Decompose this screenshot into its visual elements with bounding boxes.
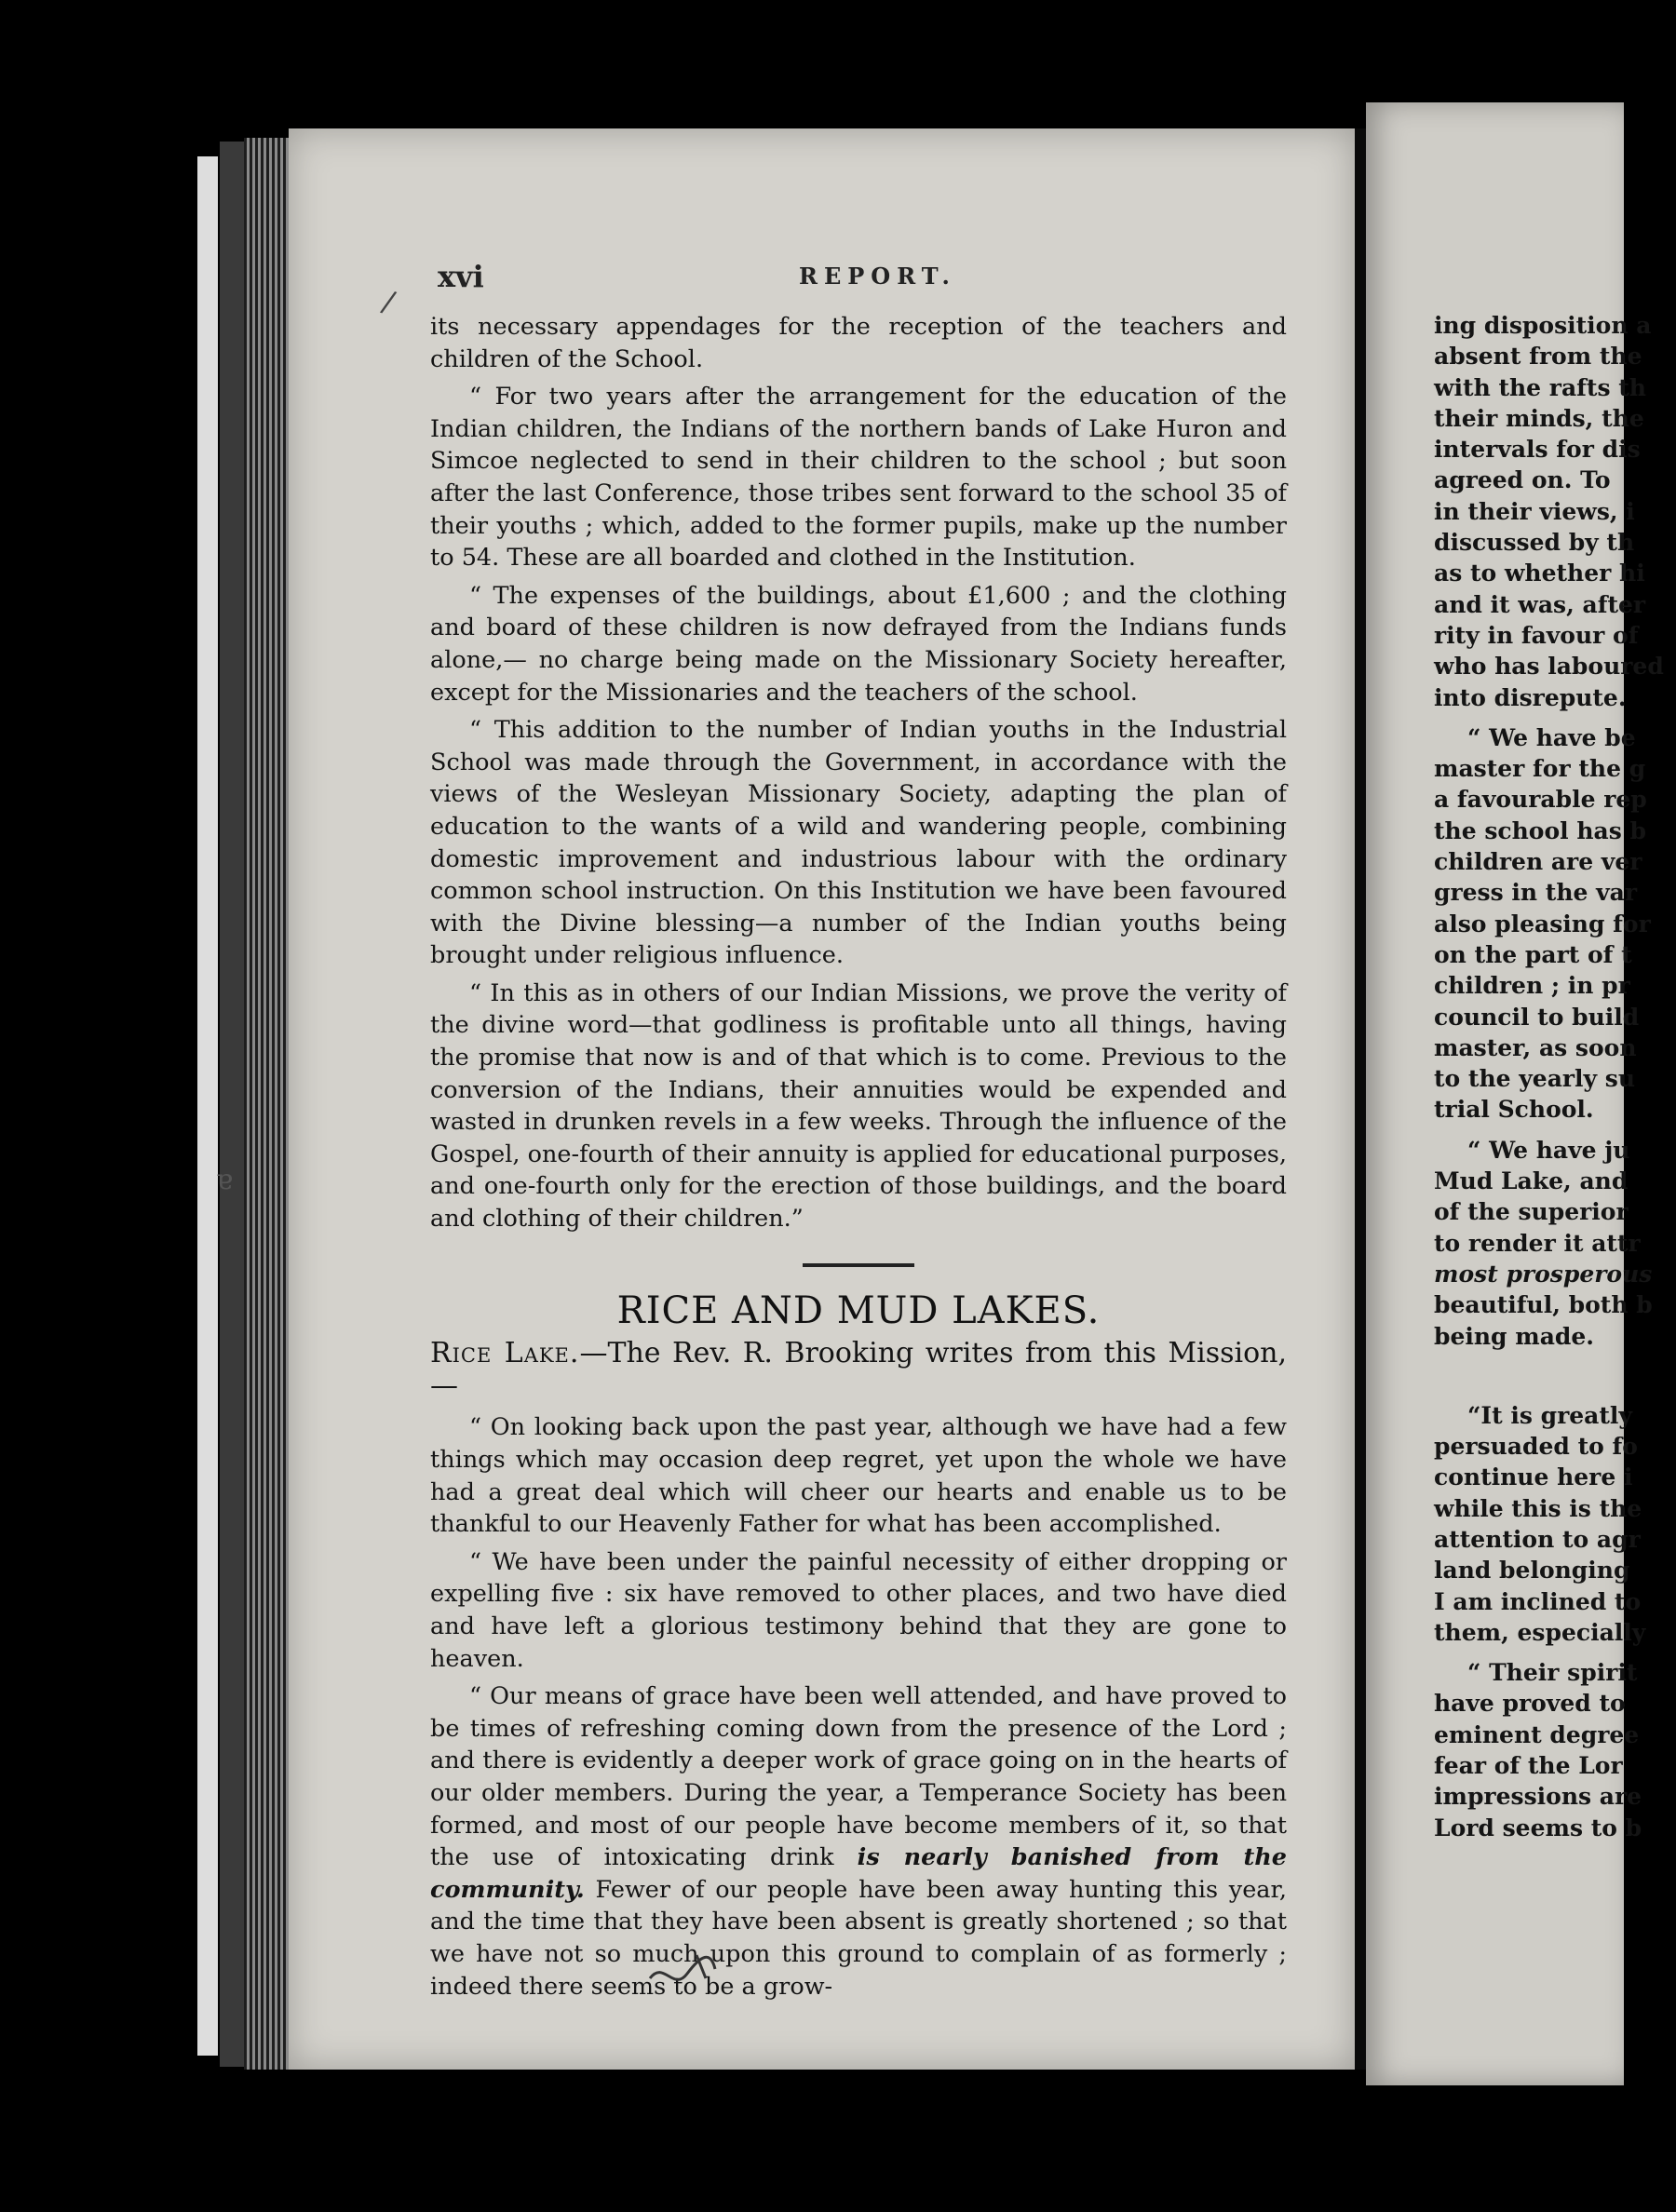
- right-text-line: to the yearly su: [1434, 1065, 1636, 1093]
- right-text-line: a favourable rep: [1434, 786, 1647, 814]
- right-page-text: [1434, 310, 1676, 1843]
- right-text-line: master, as soon: [1434, 1033, 1637, 1061]
- right-text-line: absent from the: [1434, 343, 1642, 371]
- right-text-line: discussed by th: [1434, 529, 1635, 557]
- right-text-line: who has laboured: [1434, 653, 1664, 681]
- stray-pen-mark: /: [378, 283, 399, 320]
- book-edge-light: [197, 156, 218, 2056]
- right-text-line: being made.: [1434, 1322, 1594, 1350]
- paragraph: “ On looking back upon the past year, although we have had a few things which may occasion deep regret, yet upon the whole we have had a great deal which will cheer our hearts and enable us to be thankful to our Heavenly Father for what has been accomplished.: [430, 1413, 1287, 1539]
- right-text-line: persuaded to fo: [1434, 1433, 1638, 1461]
- right-text-line: them, especially: [1434, 1618, 1646, 1646]
- right-text-line: Lord seems to b: [1434, 1814, 1642, 1841]
- page-number: xvi: [438, 259, 484, 294]
- right-text-line: fear of the Lor: [1434, 1752, 1623, 1780]
- byline-text: —The Rev. R. Brooking writes from this Mission,—: [430, 1337, 1287, 1402]
- running-head: REPORT.: [799, 263, 956, 290]
- right-text-line: eminent degree: [1434, 1720, 1640, 1748]
- ink-scribble: [641, 1941, 734, 1997]
- right-text-line: also pleasing for: [1434, 910, 1651, 937]
- right-text-line: into disrepute.: [1434, 683, 1627, 711]
- right-text-line: gress in the var: [1434, 879, 1638, 907]
- right-text-line: “ We have ju: [1467, 1136, 1630, 1164]
- right-text-line: “It is greatly: [1467, 1401, 1632, 1429]
- right-text-line: the school has b: [1434, 816, 1646, 844]
- right-text-line: trial School.: [1434, 1096, 1594, 1124]
- right-text-line: master for the g: [1434, 755, 1646, 783]
- right-text-line: intervals for dis: [1434, 436, 1641, 464]
- paragraph-text: Fewer of our people have been away hunting this year, and the time that they have been absent is greatly shortened ; so that we have not so much upon this ground to complain of as formerly ; indeed there seems to be a grow-: [430, 1875, 1287, 2001]
- paragraph: “ For two years after the arrangement for the education of the Indian children, the Indians of the northern bands of Lake Huron and Simcoe neglected to send in their children to the school ; but soon after the last Conference, those tribes sent forward to the school 35 of their youths ; which, added to the former pupils, make up the number to 54. These are all boarded and clothed in the Institution.: [430, 383, 1287, 573]
- page-stack-edge: [244, 138, 289, 2070]
- right-text-line: council to build: [1434, 1003, 1640, 1031]
- right-text-line: as to whether hi: [1434, 560, 1645, 587]
- emphasis-text: is nearly banished from the community.: [430, 1843, 1287, 1904]
- paragraph: “ We have been under the painful necessity of either dropping or expelling five : six have removed to other places, and two have died and have left a glorious testimony behind that they are gone to heaven.: [430, 1547, 1287, 1673]
- section-heading: RICE AND MUD LAKES.: [616, 1288, 1101, 1332]
- right-text-line: while this is the: [1434, 1494, 1642, 1522]
- right-text-line: children ; in pr: [1434, 972, 1630, 1000]
- paragraph: “ In this as in others of our Indian Missions, we prove the verity of the divine word—that godliness is profitable unto all things, having the promise that now is and of that which is to come. Previous to the conversion of the Indians, their annuities would be expended and wasted in drunken revels in a few weeks. Through the influence of the Gospel, one-fourth of their annuity is applied for educational purposes, and one-fourth only for the erection of those buildings, and the board and clothing of their children.”: [430, 978, 1287, 1234]
- emphasis-text: most prosperous: [1434, 1260, 1653, 1288]
- section-divider: [803, 1263, 914, 1267]
- left-page-body: [430, 311, 1287, 2003]
- right-text-line: “ We have be: [1467, 723, 1636, 751]
- right-text-gap: [1434, 1352, 1676, 1400]
- right-text-line: in their views, i: [1434, 497, 1635, 525]
- right-text-line: land belonging: [1434, 1557, 1630, 1585]
- book-edge-dark: [220, 142, 244, 2067]
- right-text-line: I am inclined to: [1434, 1587, 1642, 1615]
- right-text-line: have proved to: [1434, 1690, 1626, 1718]
- margin-pencil-mark: ɐ: [216, 1164, 233, 1196]
- right-text-line: their minds, the: [1434, 404, 1644, 432]
- right-text-line: to render it attr: [1434, 1229, 1641, 1257]
- section-byline: [430, 1338, 1287, 1402]
- paragraph: “ This addition to the number of Indian youths in the Industrial School was made through the Government, in accordance with the views of the Wesleyan Missionary Society, adapting the plan of education to the wants of a wild and wandering people, combining domestic improvement and industrious labour with the ordinary common school instruction. On this Institution we have been favoured with the Divine blessing—a number of the Indian youths being brought under religious influence.: [430, 716, 1287, 970]
- paragraph: its necessary appendages for the reception of the teachers and children of the School.: [430, 313, 1287, 373]
- right-text-line: continue here i: [1434, 1463, 1633, 1491]
- paragraph: “ The expenses of the buildings, about £1,600 ; and the clothing and board of these children is now defrayed from the Indians funds alone,— no charge being made on the Missionary Society hereafter, except for the Missionaries and the teachers of the school.: [430, 581, 1287, 707]
- right-text-line: children are ver: [1434, 848, 1642, 876]
- book-gutter: [1355, 128, 1366, 2070]
- right-text-line: impressions are: [1434, 1783, 1642, 1811]
- byline-place: Rice Lake.: [430, 1337, 580, 1370]
- right-text-line: attention to agr: [1434, 1525, 1641, 1553]
- right-text-line: on the part of t: [1434, 940, 1632, 968]
- right-text-line: agreed on. To: [1434, 466, 1611, 494]
- right-text-line: Mud Lake, and: [1434, 1167, 1629, 1195]
- right-text-line: and it was, after: [1434, 590, 1646, 618]
- right-text-line: rity in favour of: [1434, 621, 1639, 649]
- right-text-line: with the rafts th: [1434, 373, 1646, 401]
- right-text-line: [1434, 1259, 1676, 1289]
- paragraph: [430, 1680, 1287, 2003]
- right-text-line: ing disposition a: [1434, 312, 1652, 339]
- right-text-line: “ Their spirit: [1467, 1659, 1638, 1687]
- paragraph-text: “ Our means of grace have been well attended, and have proved to be times of refreshing coming down from the presence of the Lord ; and there is evidently a deeper work of grace going on in the hearts of our older members. During the year, a Temperance Society has been formed, and most of our people have become members of it, so that the use of intoxicating drink: [430, 1682, 1287, 1872]
- right-text-line: beautiful, both b: [1434, 1291, 1653, 1319]
- right-text-line: of the superior: [1434, 1198, 1629, 1226]
